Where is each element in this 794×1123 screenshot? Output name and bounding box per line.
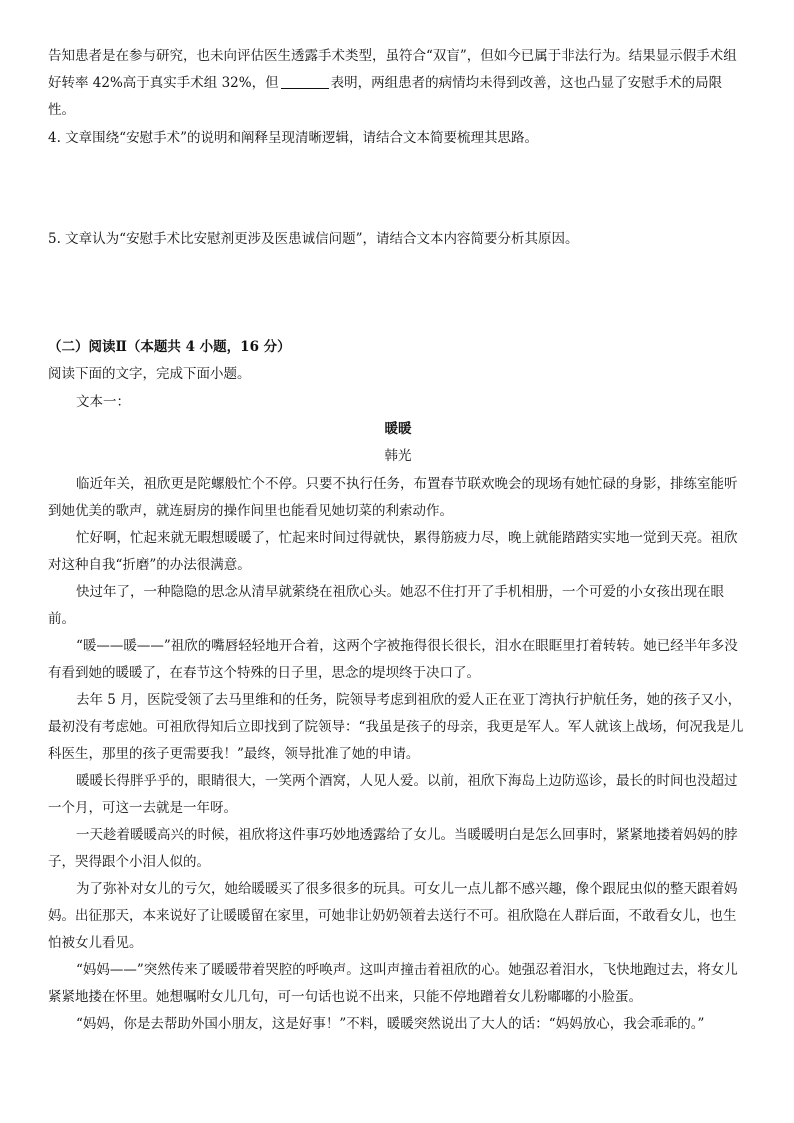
article-paragraph: 一天趁着暖暖高兴的时候，祖欣将这件事巧妙地透露给了女儿。当暖暖明白是怎么回事时，紧紧地搂着妈妈的脖子，哭得跟个小泪人似的。	[48, 827, 738, 870]
question-5: 5. 文章认为“安慰手术比安慰剂更涉及医患诚信问题”，请结合文本内容简要分析其原因。	[48, 231, 579, 247]
question-3-tail	[48, 43, 748, 124]
question-4: 4. 文章围绕“安慰手术”的说明和阐释呈现清晰逻辑，请结合文本简要梳理其思路。	[48, 130, 538, 146]
article-author: 韩光	[384, 448, 412, 464]
article-paragraph: 临近年关，祖欣更是陀螺般忙个不停。只要不执行任务，布置春节联欢晚会的现场有她忙碌的身影，排练室能听到她优美的歌声，就连厨房的操作间里也能看见她切菜的利索动作。	[48, 476, 738, 519]
article-paragraph: “暖——暖——”祖欣的嘴唇轻轻地开合着，这两个字被拖得很长很长，泪水在眼眶里打着转转。她已经半年多没有看到她的暖暖了，在春节这个特殊的日子里，思念的堤坝终于决口了。	[48, 638, 738, 681]
article-body	[48, 471, 748, 1038]
article-paragraph: 暖暖长得胖乎乎的，眼睛很大，一笑两个酒窝，人见人爱。以前，祖欣下海岛上边防巡诊，最长的时间也没超过一个月，可这一去就是一年呀。	[48, 773, 738, 816]
article-title: 暖暖	[384, 421, 412, 437]
section-heading: （二）阅读Ⅱ（本题共 4 小题，16 分）	[48, 339, 291, 355]
article-paragraph: “妈妈——”突然传来了暖暖带着哭腔的呼唤声。这叫声撞击着祖欣的心。她强忍着泪水，飞快地跑过去，将女儿紧紧地搂在怀里。她想嘱咐女儿几句，可一句话也说不出来，只能不停地蹭着女儿粉嘟嘟的小脸蛋。	[48, 962, 738, 1005]
text-one-label: 文本一：	[76, 394, 130, 410]
article-paragraph: 忙好啊，忙起来就无暇想暖暖了，忙起来时间过得就快，累得筋疲力尽，晚上就能踏踏实实地一觉到天亮。祖欣对这种自我“折磨”的办法很满意。	[48, 530, 738, 573]
q3-text-before-blank: 告知患者是在参与研究，也未向评估医生透露手术类型，虽符合“双盲”，但如今已属于非法行为。结果显示假手术组好转率 42%高于真实手术组 32%，但	[48, 48, 737, 91]
article-paragraph: “妈妈，你是去帮助外国小朋友，这是好事！”不料，暖暖突然说出了大人的话：“妈妈放心，我会乖乖的。”	[76, 1016, 705, 1032]
article-paragraph: 快过年了，一种隐隐的思念从清早就萦绕在祖欣心头。她忍不住打开了手机相册，一个可爱的小女孩出现在眼前。	[48, 584, 724, 627]
article-paragraph: 去年 5 月，医院受领了去马里维和的任务，院领导考虑到祖欣的爱人正在亚丁湾执行护航任务，她的孩子又小，最初没有考虑她。可祖欣得知后立即找到了院领导：“我虽是孩子的母亲，我更是军人。军人就该上战场，何况我是儿科医生，那里的孩子更需要我！”最终，领导批准了她的申请。	[48, 692, 744, 762]
section-instruction: 阅读下面的文字，完成下面小题。	[48, 366, 251, 382]
article-paragraph: 为了弥补对女儿的亏欠，她给暖暖买了很多很多的玩具。可女儿一点儿都不感兴趣，像个跟屁虫似的整天跟着妈妈。出征那天，本来说好了让暖暖留在家里，可她非让奶奶领着去送行不可。祖欣隐在人群后面，不敢看女儿，也生怕被女儿看见。	[48, 881, 738, 951]
q3-text-after-blank: 表明，两组患者的病情均未得到改善，这也凸显了安慰手术的局限性。	[48, 75, 723, 118]
fill-in-blank[interactable]	[281, 74, 329, 89]
